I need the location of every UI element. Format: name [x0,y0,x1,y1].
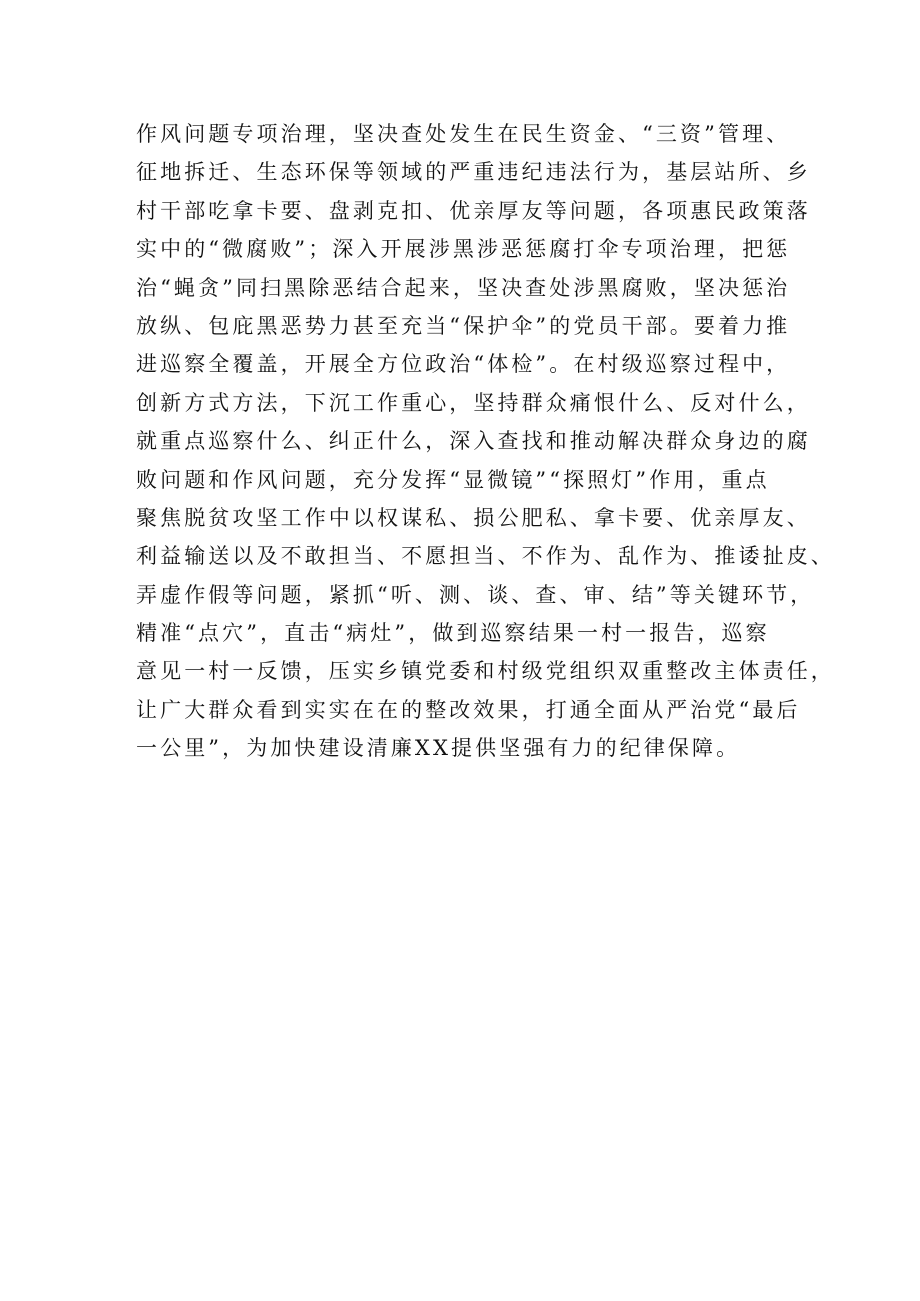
paragraph-line: 放纵、包庇黑恶势力甚至充当“保护伞”的党员干部。要着力推 [136,313,791,338]
paragraph-line: 一公里”，为加快建设清廉XX提供坚强有力的纪律保障。 [136,736,741,761]
paragraph-line: 作风问题专项治理，坚决查处发生在民生资金、“三资”管理、 [136,122,791,146]
paragraph-line: 村干部吃拿卡要、盘剥克扣、优亲厚友等问题，各项惠民政策落 [136,198,811,223]
paragraph-line: 让广大群众看到实实在在的整改效果，打通全面从严治党“最后 [136,697,801,722]
paragraph-line: 弄虚作假等问题，紧抓“听、测、谈、查、审、结”等关键环节， [136,582,815,607]
paragraph-line: 利益输送以及不敢担当、不愿担当、不作为、乱作为、推诿扯皮、 [136,544,835,569]
paragraph-line: 败问题和作风问题，充分发挥“显微镜”“探照灯”作用，重点 [136,467,770,492]
paragraph-line: 征地拆迁、生态环保等领域的严重违纪违法行为，基层站所、乡 [136,160,811,185]
paragraph-line: 治“蝇贪”同扫黑除恶结合起来，坚决查处涉黑腐败，坚决惩治 [136,275,791,300]
paragraph-line: 精准“点穴”，直击“病灶”，做到巡察结果一村一报告，巡察 [136,621,770,646]
body-paragraph [136,115,835,768]
paragraph-line: 就重点巡察什么、纠正什么，深入查找和推动解决群众身边的腐 [136,429,811,454]
paragraph-line: 进巡察全覆盖，开展全方位政治“体检”。在村级巡察过程中， [136,352,791,377]
paragraph-line: 创新方式方法，下沉工作重心，坚持群众痛恨什么、反对什么， [136,390,811,415]
paragraph-line: 实中的“微腐败”；深入开展涉黑涉恶惩腐打伞专项治理，把惩 [136,237,791,262]
paragraph-line: 聚焦脱贫攻坚工作中以权谋私、损公肥私、拿卡要、优亲厚友、 [136,505,811,530]
paragraph-line: 意见一村一反馈，压实乡镇党委和村级党组织双重整改主体责任， [136,659,835,684]
